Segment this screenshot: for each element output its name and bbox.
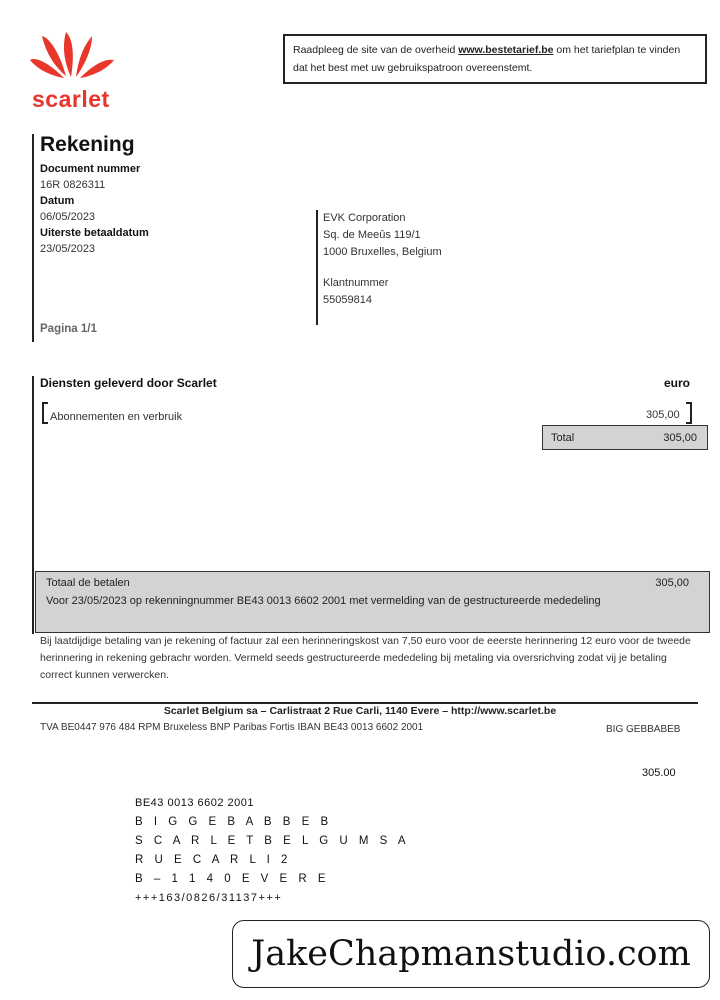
invoice-title: Rekening xyxy=(40,133,135,156)
total-amount: 305,00 xyxy=(663,432,697,444)
client-number: 55059814 xyxy=(323,294,372,306)
client-number-label: Klantnummer xyxy=(323,277,389,289)
slip-street: R U E C A R L I 2 xyxy=(135,854,292,866)
page-indicator: Pagina 1/1 xyxy=(40,323,97,335)
slip-beneficiary: S C A R L E T B E L G U M S A xyxy=(135,835,410,847)
slip-reference: +++163/0826/31137+++ xyxy=(135,892,283,904)
payment-amount: 305,00 xyxy=(655,577,689,589)
total-box xyxy=(542,425,708,450)
document-number: 16R 0826311 xyxy=(40,179,106,191)
payment-label: Totaal de betalen xyxy=(46,577,130,589)
notice-after: om het tariefplan te vinden dat het best met uw gebruikspatroon overeenstemt. xyxy=(293,44,681,74)
payment-box xyxy=(35,571,710,633)
bic-code: BIG GEBBABEB xyxy=(606,724,681,735)
line-bracket-left xyxy=(42,402,48,424)
company-info: Scarlet Belgium sa – Carlistraat 2 Rue Carli, 1140 Evere – http://www.scarlet.be xyxy=(163,705,557,717)
header-left-rule xyxy=(32,134,34,342)
services-left-rule xyxy=(32,376,34,634)
due-date: 23/05/2023 xyxy=(40,243,96,255)
invoice-date: 06/05/2023 xyxy=(40,211,96,223)
customer-name: EVK Corporation xyxy=(323,212,406,224)
brand-name: scarlet xyxy=(32,86,110,112)
slip-iban: BE43 0013 6602 2001 xyxy=(135,797,254,809)
line-item-label: Abonnementen en verbruik xyxy=(50,411,183,423)
services-heading: Diensten geleverd door Scarlet xyxy=(40,376,217,390)
customer-city: 1000 Bruxelles, Belgium xyxy=(323,246,442,258)
line-bracket-right xyxy=(686,402,692,424)
bank-info: TVA BE0447 976 484 RPM Bruxeless BNP Paribas Fortis IBAN BE43 0013 6602 2001 xyxy=(40,722,424,733)
line-item-amount: 305,00 xyxy=(646,409,680,421)
date-label: Datum xyxy=(40,195,75,207)
tariff-notice xyxy=(283,34,707,84)
address-rule xyxy=(316,210,318,325)
watermark-banner: JakeChapmanstudio.com xyxy=(232,920,710,988)
scarlet-logo-icon xyxy=(26,30,118,88)
payment-instruction: Voor 23/05/2023 op rekenningnummer BE43 0013 6602 2001 met vermelding van de gestructureerde mededeling xyxy=(46,595,601,607)
notice-link[interactable]: www.bestetarief.be xyxy=(458,44,554,56)
notice-before: Raadpleeg de site van de overheid xyxy=(293,44,459,56)
slip-bic: B I G G E B A B B E B xyxy=(135,816,333,828)
document-number-label: Document nummer xyxy=(40,163,141,175)
slip-amount: 305.00 xyxy=(642,767,676,779)
footer-divider xyxy=(32,702,698,704)
due-date-label: Uiterste betaaldatum xyxy=(40,227,149,239)
slip-city: B – 1 1 4 0 E V E R E xyxy=(135,873,330,885)
reminder-text: Bij laatdijdige betaling van je rekening of factuur zal een herinneringskost van 7,50 euro voor de eeerste herinnering 12 euro voor de tweede herinnering in rekening gebrachr worden. Vermeld seeds gestructureerde mededeling bij metaling via oversrichving zodat vij je betaling correct kunnen verwercken. xyxy=(40,635,691,681)
total-label: Total xyxy=(551,432,575,444)
currency-label: euro xyxy=(664,376,691,390)
customer-street: Sq. de Meeûs 119/1 xyxy=(323,229,421,241)
